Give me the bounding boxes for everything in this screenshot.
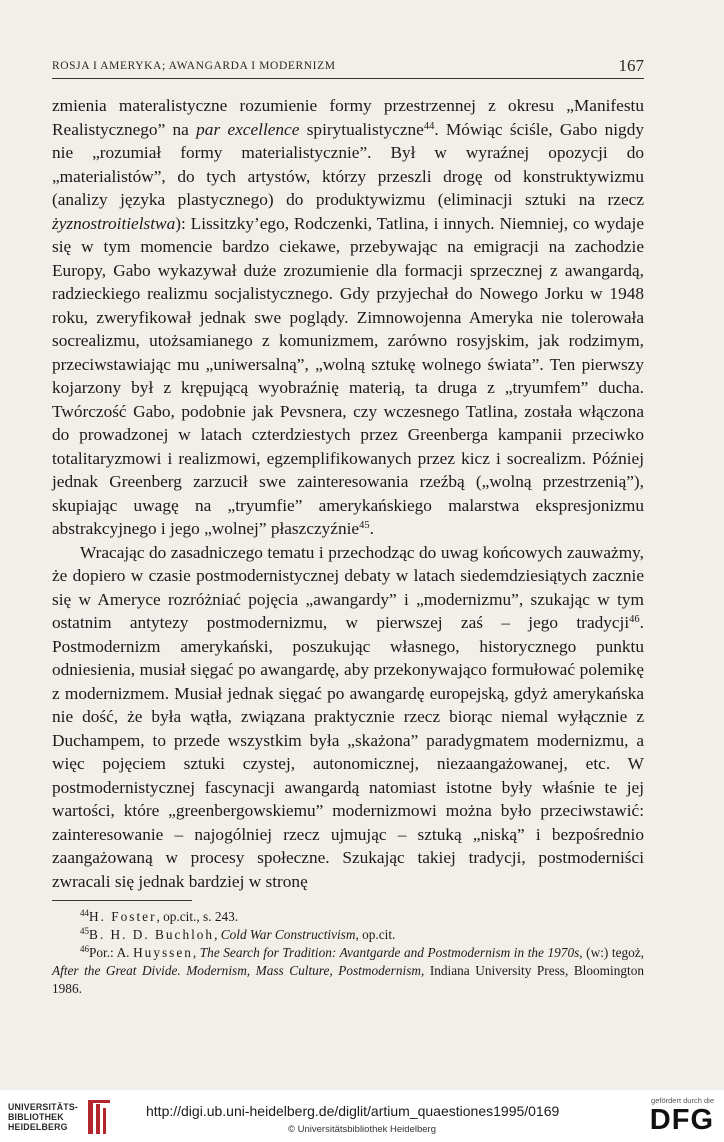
footnote-ref-44: 44 — [423, 120, 435, 132]
footnote-title: The Search for Tradition: Avantgarde and Postmodernism in the 1970s — [199, 945, 580, 960]
text-run: spirytualistyczne — [299, 119, 424, 139]
paragraph-1 — [52, 94, 644, 541]
footnote-author: H. Foster — [89, 909, 157, 924]
page-number: 167 — [618, 56, 644, 75]
footnote-text: , op.cit. — [355, 927, 396, 942]
footnote-text: Por.: A. — [89, 945, 134, 960]
footnote-title: Cold War Constructivism — [220, 927, 356, 942]
copyright-notice: © Universitätsbibliothek Heidelberg — [288, 1124, 436, 1135]
dfg-logo-text: DFG — [649, 1104, 714, 1136]
running-head-title: ROSJA I AMERYKA; AWANGARDA I MODERNIZM — [52, 60, 336, 72]
footnote-46 — [52, 944, 644, 998]
footnote-text: , — [214, 927, 221, 942]
footnote-separator — [52, 900, 192, 901]
footnote-author: Huyssen — [133, 945, 193, 960]
footnote-number: 44 — [80, 908, 89, 918]
footnote-text: , (w:) tegoż, — [579, 945, 644, 960]
footnotes — [52, 908, 644, 998]
italic-run: par excellence — [196, 119, 300, 139]
body-text — [52, 94, 644, 893]
footnote-45 — [52, 926, 644, 944]
footnote-ref-46: 46 — [629, 614, 640, 625]
text-run: . — [369, 519, 374, 538]
footnote-44 — [52, 908, 644, 926]
footnote-title: After the Great Divide. Modernism, Mass Culture, Postmodernism — [52, 963, 421, 978]
text-run: Wracając do zasadniczego tematu i przechodząc do uwag końcowych zauważmy, że dopiero w czasie postmodernistycznej debaty w latach siedemdziesiątych zacznie się w Ameryce rozróżniać pojęcia „awangardy” i „modernizmu”, szukając w tym ostatnim antytezy postmodernizmu, w pierwszej zaś – jego tradycji — [52, 542, 644, 632]
footnote-number: 45 — [80, 926, 89, 936]
footnote-author: B. H. D. Buchloh — [89, 927, 215, 942]
running-head — [52, 58, 644, 79]
footnote-text: , Indiana University Press, Bloomington 1986. — [52, 963, 645, 996]
source-url-link[interactable]: http://digi.ub.uni-heidelberg.de/diglit/artium_quaestiones1995/0169 — [146, 1103, 560, 1119]
dfg-funding-logo[interactable] — [640, 1096, 714, 1135]
footnote-text: , op.cit., s. 243. — [156, 909, 239, 924]
italic-run: żyznostroitielstwa — [52, 213, 176, 233]
text-run: . Mówiąc ściśle, Gabo nigdy nie „rozumiał formy materialistycznie”. Był w wyraźnej opozycji do „materialistów”, do tych artystów, którzy przeszli drogę od konstruktywizmu (analizy języka plastycznego) do produktywizmu (eliminacji sztuki na rzecz — [52, 119, 644, 209]
text-run: zmienia materalistyczne rozumienie formy przestrzennej z okresu „Manifestu Realistycznego” na — [52, 96, 644, 139]
digitization-footer — [0, 1090, 724, 1142]
funding-note: gefördert durch die — [651, 1096, 714, 1105]
library-name-line: UNIVERSITÄTS- — [8, 1102, 79, 1112]
library-name-line: BIBLIOTHEK — [8, 1112, 64, 1122]
text-run: ): Lissitzky’ego, Rodczenki, Tatlina, i innych. Niemniej, co wydaje się w tym momencie bardzo ciekawe, przebywając na emigracji na zachodzie Europy, Gabo wykazywał duże zrozumienie dla formacji sprzecznej z awangardą, radzieckiego realizmu socjalistycznego. Gdy przyjechał do Nowego Jorku w 1948 roku, zweryfikował jednak swe poglądy. Zimnowojenna Ameryka nie tolerowała socrealizmu, utożsamianego z komunizmem, zarówno rosyjskim, jak rodzimym, przeciwstawiając mu „uniwersalną”, „wolną sztukę wolnego świata”. Ten pierwszy kojarzony był z krępującą wyobraźnię materią, ta druga z „tryumfem” ducha. Twórczość Gabo, podobnie jak Pevsnera, czy wczesnego Tatlina, została włączona do prowadzonej w latach czterdziestych przez Greenberga kampanii przeciwko totalitaryzmowi i realizmowi, egzemplifikowanych przez kicz i socrealizm. Później jednak Greenberg zarzucił swe zainteresowania rzeźbą („wolną przestrzenią”), skupiając uwagę na „tryumfie” amerykańskiego malarstwa ekspresjonizmu abstrakcyjnego i jego „wolnej” płaszczyźnie — [52, 213, 644, 538]
paragraph-2 — [52, 541, 644, 894]
library-name-line: HEIDELBERG — [8, 1122, 68, 1132]
footnote-ref-45: 45 — [359, 520, 370, 531]
footnote-text: , — [192, 945, 200, 960]
text-run: . Postmodernizm amerykański, poszukując własnego, historycznego punktu odniesienia, musiał sięgać po awangardę, aby przekonywająco formułować polemikę z modernizmem. Musiał jednak sięgać po awangardę europejską, gdyż amerykańska nie dość, że była wątła, związana praktycznie rzecz biorąc niemal wyłącznie z Duchampem, to przede wszystkim była „skażona” paradygmatem modernizmu, a więc pojęciem sztuki czystej, autonomicznej, niezaangażowanej, etc. W postmodernistycznej fascynacji awangardą natomiast istotne były właśnie te jej wartości, które „greenbergowskiemu” modernizmowi można było przeciwstawić: zainteresowanie – najogólniej rzecz ujmując – sztuką „niską” i bezpośrednio zaangażowaną w procesy społeczne. Szukając takiej tradycji, postmoderniści zwracali się jednak bardziej w stronę — [52, 613, 644, 891]
footnote-number: 46 — [80, 944, 89, 954]
